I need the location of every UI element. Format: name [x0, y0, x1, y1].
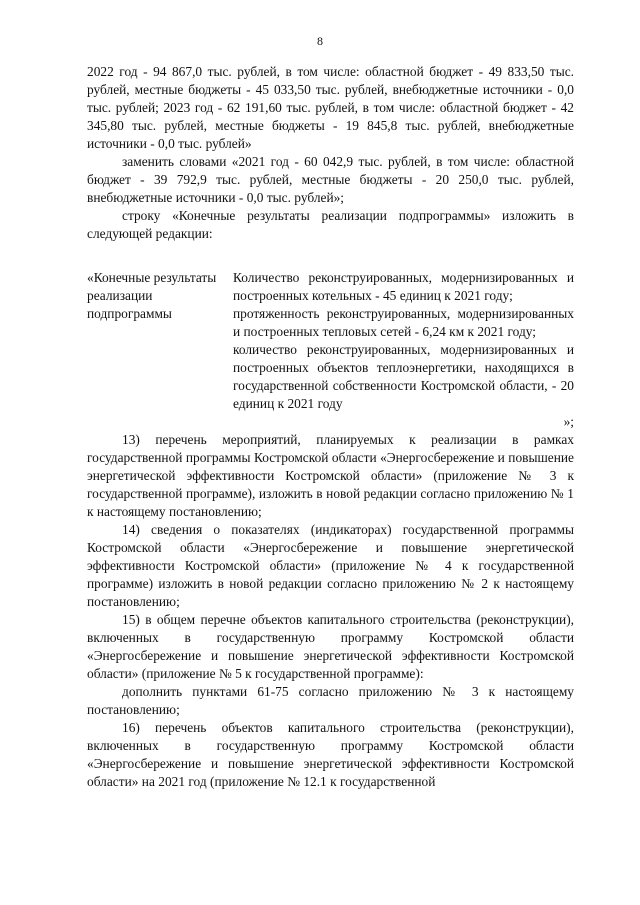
paragraph-16: 16) перечень объектов капитального строительства (реконструкции), включенных в государственную программу Костромской области «Энергосбережение и повышение энергетической эффективности Костромской области» на 2021 год (приложение № 12.1 к государственной: [87, 720, 574, 789]
results-item: количество реконструированных, модернизированных и построенных объектов теплоэнергетики, находящихся в государственной собственности Костромской области, - 20 единиц к 2021 году: [233, 342, 574, 411]
paragraph-15-addition: дополнить пунктами 61-75 согласно приложению № 3 к настоящему постановлению;: [87, 684, 574, 717]
paragraph-14: 14) сведения о показателях (индикаторах) государственной программы Костромской области «Энергосбережение и повышение энергетической эффективности Костромской области» (приложение № 4 к государственной программе) изложить в новой редакции согласно приложению № 2 к настоящему постановлению;: [87, 522, 574, 609]
page-number: 8: [317, 34, 323, 48]
document-body: [87, 63, 574, 791]
results-item: протяженность реконструированных, модернизированных и построенных тепловых сетей - 6,24 км к 2021 году;: [233, 306, 574, 339]
paragraph-13: 13) перечень мероприятий, планируемых к реализации в рамках государственной программы Костромской области «Энергосбережение и повышение энергетической эффективности Костромской области» (приложение № 3 к государственной программе), изложить в новой редакции согласно приложению № 1 к настоящему постановлению;: [87, 432, 574, 519]
spacer: [87, 243, 574, 269]
paragraph-15: 15) в общем перечне объектов капитального строительства (реконструкции), включенных в государственную программу Костромской области «Энергосбережение и повышение энергетической эффективности Костромской области» (приложение № 5 к государственной программе):: [87, 612, 574, 681]
replace-paragraph: заменить словами «2021 год - 60 042,9 тыс. рублей, в том числе: областной бюджет - 39 792,9 тыс. рублей, местные бюджеты - 20 250,0 тыс. рублей, внебюджетные источники - 0,0 тыс. рублей»;: [87, 154, 574, 205]
results-table-closing: »;: [563, 414, 574, 429]
results-item: Количество реконструированных, модернизированных и построенных котельных - 45 единиц к 2021 году;: [233, 270, 574, 303]
results-table: [87, 269, 574, 413]
results-table-values: [233, 269, 574, 413]
intro-paragraph: 2022 год - 94 867,0 тыс. рублей, в том числе: областной бюджет - 49 833,50 тыс. рублей, местные бюджеты - 45 033,50 тыс. рублей, внебюджетные источники - 0,0 тыс. рублей; 2023 год - 62 191,60 тыс. рублей, в том числе: областной бюджет - 42 345,80 тыс. рублей, местные бюджеты - 19 845,8 тыс. рублей, внебюджетные источники - 0,0 тыс. рублей»: [87, 64, 574, 151]
results-paragraph: строку «Конечные результаты реализации подпрограммы» изложить в следующей редакции:: [87, 208, 574, 241]
results-table-label: «Конечные результаты реализации подпрограммы: [87, 270, 217, 321]
